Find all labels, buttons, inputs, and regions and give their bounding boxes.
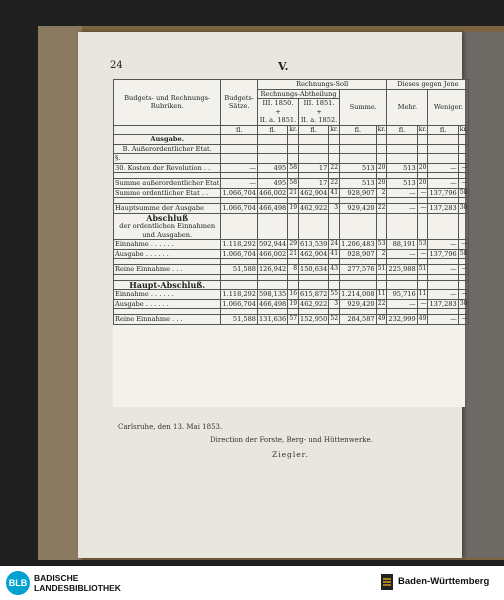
mehr-kr: 49 bbox=[418, 315, 427, 322]
summe-fl: 277,576 bbox=[340, 265, 377, 275]
table-row bbox=[114, 249, 469, 259]
header-1851-plus: + bbox=[316, 107, 322, 116]
summe-fl: 513 bbox=[340, 179, 377, 189]
row-label: 30. Kosten der Revolution . . bbox=[114, 163, 221, 173]
weniger-kr: — bbox=[458, 240, 469, 250]
blb-logo-icon[interactable]: BLB bbox=[6, 571, 30, 595]
viewer-branding-bar bbox=[0, 566, 504, 600]
unit-row bbox=[114, 125, 469, 135]
weniger-kr: — bbox=[458, 179, 469, 189]
section-haupt bbox=[114, 280, 469, 290]
amount-1851-fl: 462,922 bbox=[300, 299, 328, 308]
table-row bbox=[114, 204, 469, 214]
amount-1851-kr: 3 bbox=[329, 299, 340, 309]
budget-sum: 1.118,292 bbox=[222, 240, 256, 248]
header-mehr: Mehr. bbox=[387, 89, 428, 125]
amount-1850-kr: 58 bbox=[289, 179, 298, 186]
header-1851 bbox=[299, 99, 340, 126]
section-b bbox=[114, 144, 469, 154]
weniger-kr: 38 bbox=[459, 204, 468, 211]
amount-1851-fl: 613,539 bbox=[300, 240, 328, 248]
abschluss-heading bbox=[114, 213, 221, 240]
abschluss-title: Abschluß bbox=[146, 212, 189, 223]
header-1850 bbox=[257, 99, 298, 126]
summe-kr: 22 bbox=[377, 204, 386, 211]
header-dieses: Dieses gegen Jene bbox=[387, 80, 469, 90]
unit-fl: fl. bbox=[428, 125, 458, 135]
summe-kr: 22 bbox=[377, 299, 386, 307]
amount-1851-fl: 462,922 bbox=[300, 204, 328, 212]
amount-1850-kr: 19 bbox=[289, 204, 298, 211]
summe-fl: 1.206,483 bbox=[341, 240, 375, 248]
header-weniger: Weniger. bbox=[428, 89, 469, 125]
amount-1851-kr: 52 bbox=[330, 315, 339, 322]
table-row bbox=[114, 179, 469, 189]
table-row bbox=[114, 265, 469, 275]
summe-fl: 513 bbox=[340, 163, 377, 173]
weniger-fl: — bbox=[428, 163, 458, 173]
section-ausgabe bbox=[114, 135, 469, 145]
unit-kr: kr. bbox=[330, 125, 339, 133]
blb-name-line1: BADISCHE bbox=[34, 573, 79, 583]
summe-fl: 928,907 bbox=[340, 188, 377, 198]
section-abschluss bbox=[114, 213, 469, 240]
weniger-fl: 137,283 bbox=[429, 204, 457, 212]
unit-fl: fl. bbox=[221, 125, 258, 135]
amount-1851-fl: 152,950 bbox=[300, 315, 328, 323]
mehr-kr: 53 bbox=[418, 240, 427, 247]
mehr-kr: 51 bbox=[418, 265, 427, 272]
budget-sum: 1.118,292 bbox=[222, 290, 256, 298]
mehr-kr: 11 bbox=[418, 290, 427, 297]
page-number: 24 bbox=[110, 60, 123, 71]
header-soll: Rechnungs-Soll bbox=[257, 80, 386, 90]
amount-1850-fl: 495 bbox=[257, 179, 287, 189]
blb-name-line2: LANDESBIBLIOTHEK bbox=[34, 583, 121, 593]
section-ausgabe-label: Ausgabe. bbox=[114, 135, 221, 145]
section-b-label: B. Außerordentlicher Etat. bbox=[114, 144, 221, 154]
weniger-fl: — bbox=[428, 240, 458, 250]
amount-1850-kr: 19 bbox=[289, 299, 298, 307]
mehr-fl: — bbox=[387, 299, 417, 309]
amount-1851-kr: 24 bbox=[330, 240, 339, 247]
weniger-fl: — bbox=[428, 179, 458, 189]
unit-kr: kr. bbox=[289, 125, 298, 133]
weniger-fl: 137,796 bbox=[429, 188, 457, 197]
header-rubriken: Budgets- und Rechnungs-Rubriken. bbox=[114, 80, 221, 126]
row-label: Summe außerordentlicher Etat bbox=[115, 179, 220, 187]
budget-sum: 51,588 bbox=[221, 265, 258, 275]
summe-kr: 2 bbox=[376, 188, 387, 198]
budget-sum: 51,588 bbox=[221, 315, 258, 325]
amount-1850-kr: 57 bbox=[289, 315, 298, 322]
amount-1851-kr: 41 bbox=[330, 188, 339, 196]
amount-1851-kr: 3 bbox=[329, 204, 340, 214]
budget-sum: 1.066,704 bbox=[222, 204, 256, 212]
mehr-fl: 88,191 bbox=[387, 240, 417, 250]
mehr-fl: 225,988 bbox=[388, 265, 416, 273]
mehr-fl: 513 bbox=[387, 179, 417, 189]
header-1850-a: III. 1850. bbox=[262, 99, 294, 107]
amount-1850-kr: 21 bbox=[289, 249, 298, 257]
summe-kr: 20 bbox=[377, 163, 386, 171]
unit-fl: fl. bbox=[340, 125, 377, 135]
row-label: Einnahme . . . . . . bbox=[114, 240, 221, 250]
baden-wuerttemberg-label[interactable]: Baden-Württemberg bbox=[398, 576, 490, 587]
row-label: Summe ordentlicher Etat . . bbox=[114, 188, 221, 198]
mehr-kr: — bbox=[417, 249, 428, 259]
amount-1851-kr: 43 bbox=[330, 265, 339, 272]
header-abtheilung: Rechnungs-Abtheilung bbox=[257, 89, 339, 99]
amount-1851-fl: 615,872 bbox=[300, 290, 328, 298]
summe-kr: 20 bbox=[377, 179, 386, 186]
mehr-kr: — bbox=[417, 204, 428, 214]
mehr-fl: — bbox=[387, 188, 417, 198]
amount-1851-kr: 41 bbox=[330, 249, 339, 257]
amount-1850-fl: 466,002 bbox=[258, 249, 287, 258]
footer-date: Carlsruhe, den 13. Mai 1853. bbox=[118, 423, 223, 431]
summe-fl: 284,587 bbox=[340, 315, 377, 325]
header-1851-a: III. 1851. bbox=[303, 99, 335, 107]
row-label: Ausgabe . . . . . . bbox=[114, 299, 221, 309]
mehr-fl: — bbox=[387, 249, 417, 259]
table-row bbox=[114, 299, 469, 309]
row-label: Reine Einnahme . . . bbox=[114, 265, 221, 275]
summe-kr: 51 bbox=[377, 265, 386, 272]
weniger-fl: 137,283 bbox=[429, 299, 457, 308]
weniger-fl: — bbox=[428, 265, 458, 275]
table-row bbox=[114, 163, 469, 173]
amount-1850-fl: 466,002 bbox=[258, 188, 287, 197]
section-para bbox=[114, 154, 469, 164]
budget-sum: 1.066,704 bbox=[222, 188, 256, 197]
section-mark: V. bbox=[278, 60, 289, 73]
weniger-kr: — bbox=[458, 290, 469, 300]
mehr-fl: 513 bbox=[387, 163, 417, 173]
header-1850-b: II. a. 1851. bbox=[259, 116, 297, 124]
summe-kr: 2 bbox=[376, 249, 387, 259]
amount-1850-fl: 466,498 bbox=[258, 299, 287, 308]
mehr-fl: — bbox=[387, 204, 417, 214]
footer-org: Direction der Forste, Berg- und Hüttenwerke. bbox=[210, 436, 373, 444]
budget-sum: 1.066,704 bbox=[222, 299, 256, 308]
row-label: Ausgabe . . . . . . bbox=[114, 249, 221, 259]
amount-1850-kr: 58 bbox=[289, 163, 298, 171]
summe-fl: 929,420 bbox=[340, 299, 377, 309]
row-label: Reine Einnahme . . . bbox=[114, 315, 221, 325]
amount-1851-fl: 17 bbox=[299, 179, 329, 189]
amount-1851-kr: 55 bbox=[330, 290, 339, 297]
haupt-abschluss-title: Haupt-Abschluß. bbox=[114, 280, 221, 290]
budget-table-wrap bbox=[113, 79, 468, 407]
weniger-kr: — bbox=[458, 315, 469, 325]
baden-wuerttemberg-crest-icon[interactable] bbox=[380, 573, 394, 591]
blb-name[interactable] bbox=[34, 573, 121, 593]
mehr-kr: 20 bbox=[418, 179, 427, 186]
amount-1850-kr: 21 bbox=[289, 188, 298, 196]
amount-1850-fl: 131,636 bbox=[258, 315, 287, 323]
unit-kr: kr. bbox=[377, 125, 386, 133]
amount-1850-fl: 592,944 bbox=[258, 240, 287, 248]
budget-sum: — bbox=[221, 179, 258, 189]
table-row bbox=[114, 315, 469, 325]
amount-1850-kr: 29 bbox=[289, 240, 298, 247]
unit-kr: kr. bbox=[418, 125, 427, 133]
table-row bbox=[114, 188, 469, 198]
footer-signature-name: Ziegler. bbox=[272, 450, 309, 459]
header-1851-b: II. a. 1852. bbox=[300, 116, 338, 124]
header-1850-plus: + bbox=[275, 107, 281, 116]
weniger-fl: 137,796 bbox=[429, 249, 457, 258]
amount-1851-kr: 22 bbox=[330, 179, 339, 186]
amount-1850-fl: 466,498 bbox=[258, 204, 287, 212]
amount-1850-fl: 126,942 bbox=[258, 265, 287, 273]
header-saetze: Budgets-Sätze. bbox=[221, 80, 258, 126]
unit-fl: fl. bbox=[299, 125, 329, 135]
summe-kr: 53 bbox=[377, 240, 386, 247]
summe-fl: 1.214,008 bbox=[341, 290, 375, 298]
amount-1851-fl: 462,904 bbox=[300, 188, 328, 197]
amount-1851-kr: 22 bbox=[330, 163, 339, 171]
unit-fl: fl. bbox=[387, 125, 417, 135]
amount-1850-kr: 16 bbox=[289, 290, 298, 297]
weniger-kr: 58 bbox=[459, 249, 468, 257]
weniger-fl: — bbox=[428, 315, 458, 325]
table-row bbox=[114, 240, 469, 250]
summe-fl: 929,420 bbox=[340, 204, 377, 214]
endpaper bbox=[38, 26, 82, 560]
summe-kr: 11 bbox=[377, 290, 386, 297]
weniger-kr: 58 bbox=[459, 188, 468, 196]
amount-1850-kr: 8 bbox=[288, 265, 299, 275]
unit-blank bbox=[114, 125, 221, 135]
mehr-kr: 20 bbox=[418, 163, 427, 171]
amount-1851-fl: 462,904 bbox=[300, 249, 328, 258]
unit-kr: kr. bbox=[459, 125, 468, 133]
mehr-kr: — bbox=[417, 299, 428, 309]
amount-1850-fl: 598,135 bbox=[258, 290, 287, 298]
weniger-kr: — bbox=[458, 163, 469, 173]
header-row-1 bbox=[114, 80, 469, 90]
weniger-fl: — bbox=[428, 290, 458, 300]
row-label: Einnahme . . . . . . bbox=[114, 290, 221, 300]
section-para-label: §. bbox=[114, 154, 221, 164]
weniger-kr: — bbox=[458, 265, 469, 275]
table-row bbox=[114, 290, 469, 300]
abschluss-subtitle: der ordentlichen Einnahmen und Ausgaben. bbox=[119, 222, 216, 239]
mehr-fl: 232,999 bbox=[388, 315, 416, 323]
budget-sum: — bbox=[221, 163, 258, 173]
unit-fl: fl. bbox=[257, 125, 287, 135]
weniger-kr: 38 bbox=[459, 299, 468, 307]
summe-fl: 928,907 bbox=[340, 249, 377, 259]
mehr-fl: 95,716 bbox=[387, 290, 417, 300]
mehr-kr: — bbox=[417, 188, 428, 198]
amount-1851-fl: 17 bbox=[299, 163, 329, 173]
amount-1851-fl: 150,634 bbox=[300, 265, 328, 273]
row-label: Hauptsumme der Ausgabe bbox=[114, 204, 221, 214]
budget-sum: 1.066,704 bbox=[222, 249, 256, 258]
amount-1850-fl: 495 bbox=[257, 163, 287, 173]
budget-table bbox=[113, 79, 469, 325]
summe-kr: 49 bbox=[377, 315, 386, 322]
header-summe: Summe. bbox=[340, 89, 387, 125]
